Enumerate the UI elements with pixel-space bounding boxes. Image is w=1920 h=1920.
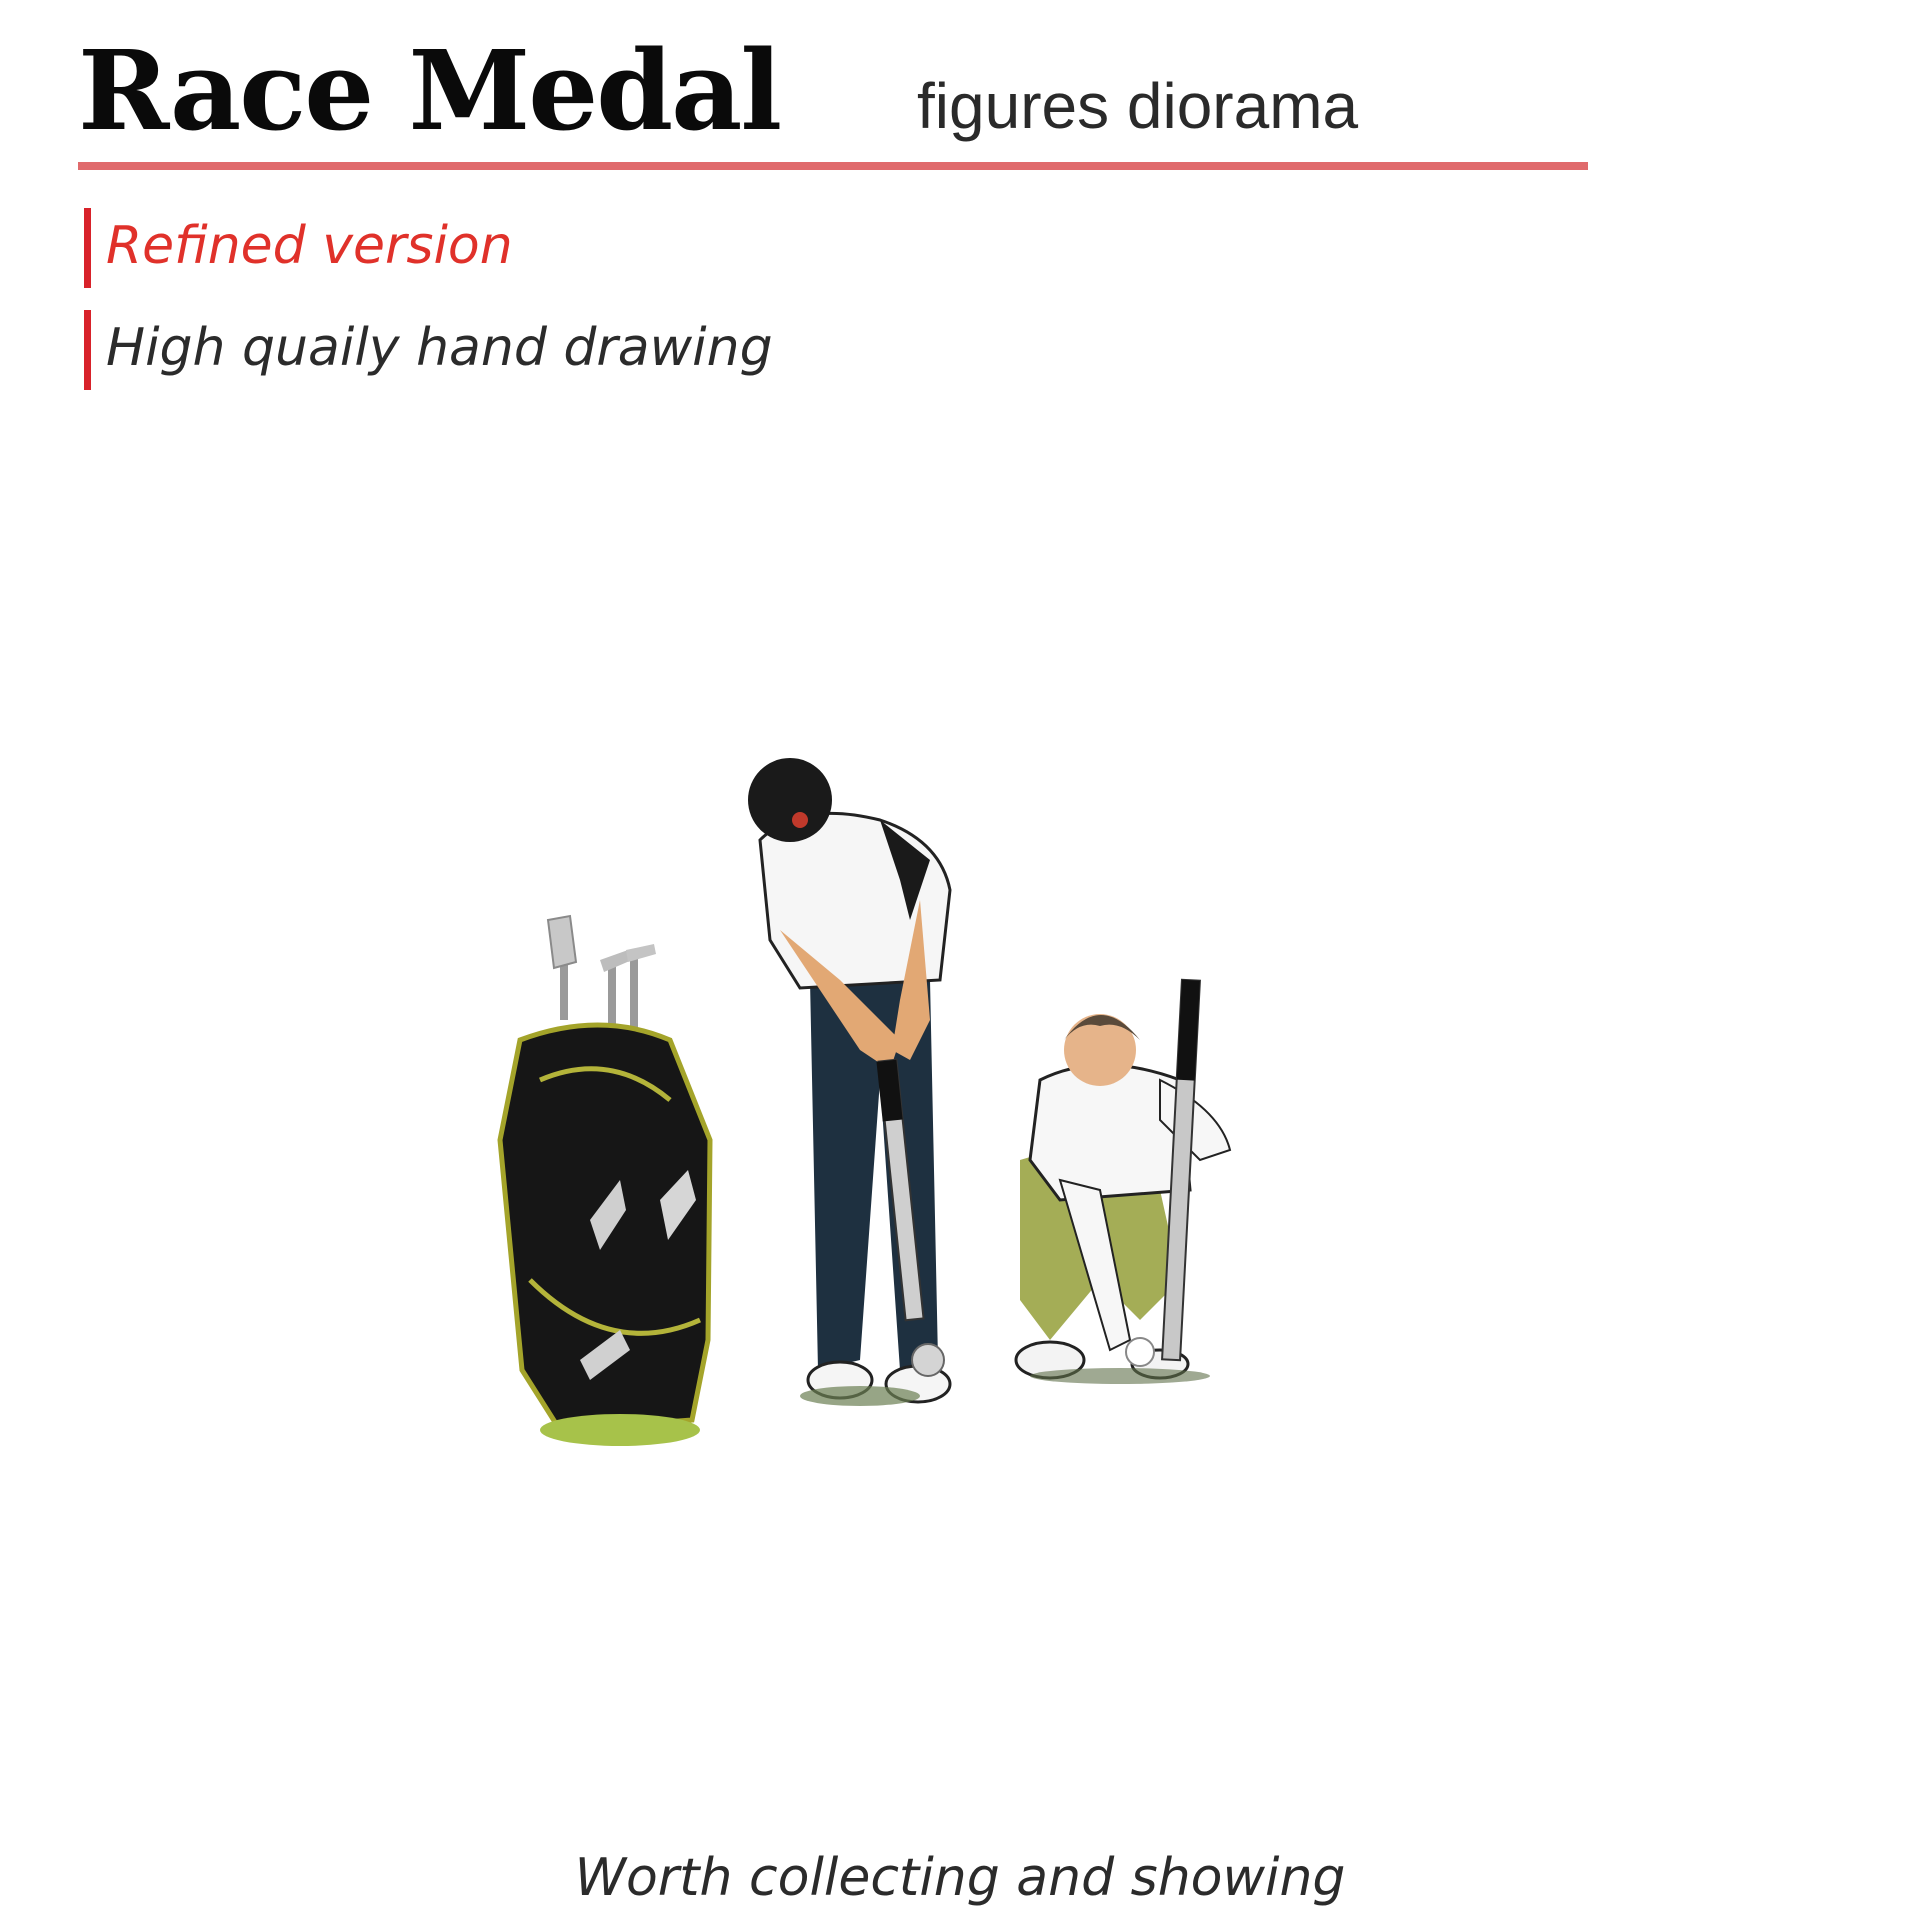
feature-label: High quaily hand drawing xyxy=(106,318,773,378)
standing-golfer xyxy=(748,758,950,1406)
page-title: Race Medal xyxy=(78,26,781,155)
feature-marker xyxy=(84,208,91,288)
header-divider xyxy=(78,162,1588,170)
feature-hand-drawing xyxy=(84,310,1084,390)
feature-marker xyxy=(84,310,91,390)
page-subtitle: figures diorama xyxy=(917,70,1359,142)
tagline: Worth collecting and showing xyxy=(574,1848,1346,1908)
feature-label: Refined version xyxy=(106,216,513,276)
crouching-golfer xyxy=(1016,980,1230,1384)
golf-bag xyxy=(500,916,710,1446)
feature-refined xyxy=(84,208,1084,288)
header xyxy=(78,26,1588,176)
product-photo xyxy=(460,720,1520,1480)
